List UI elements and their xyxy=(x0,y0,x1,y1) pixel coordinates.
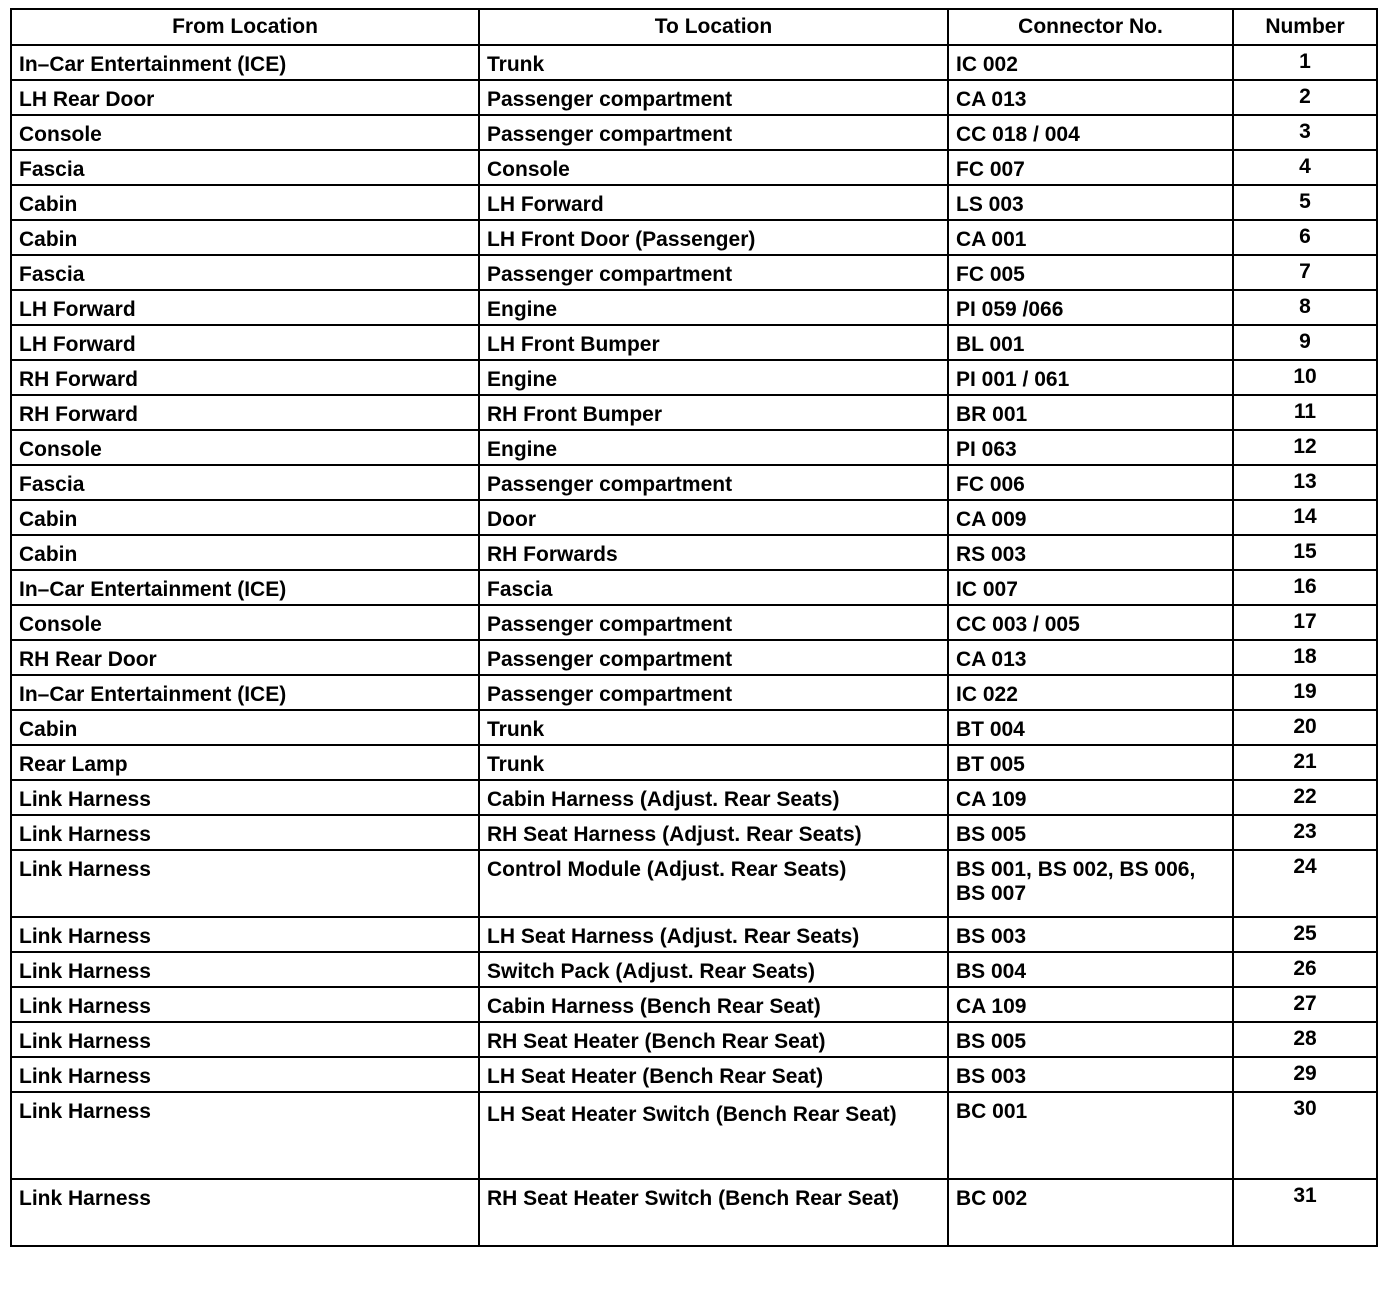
to-location-cell: Door xyxy=(479,500,948,535)
from-location-cell: Link Harness xyxy=(11,815,479,850)
from-location-cell: Rear Lamp xyxy=(11,745,479,780)
number-cell: 15 xyxy=(1233,535,1377,570)
table-body xyxy=(11,45,1377,1246)
table-row xyxy=(11,1092,1377,1179)
connector-no-cell: CA 109 xyxy=(948,987,1233,1022)
number-cell: 8 xyxy=(1233,290,1377,325)
number-cell: 4 xyxy=(1233,150,1377,185)
connector-no-cell: CA 013 xyxy=(948,640,1233,675)
number-cell: 28 xyxy=(1233,1022,1377,1057)
number-cell: 2 xyxy=(1233,80,1377,115)
number-cell: 22 xyxy=(1233,780,1377,815)
table-row xyxy=(11,500,1377,535)
table-row xyxy=(11,952,1377,987)
to-location-cell: Passenger compartment xyxy=(479,605,948,640)
table-row xyxy=(11,675,1377,710)
to-location-cell: LH Seat Heater Switch (Bench Rear Seat) xyxy=(479,1092,948,1179)
header-from-location: From Location xyxy=(11,9,479,45)
connector-no-cell: CA 013 xyxy=(948,80,1233,115)
number-cell: 3 xyxy=(1233,115,1377,150)
table-row xyxy=(11,325,1377,360)
connector-no-cell: IC 007 xyxy=(948,570,1233,605)
from-location-cell: In–Car Entertainment (ICE) xyxy=(11,675,479,710)
to-location-cell: LH Seat Harness (Adjust. Rear Seats) xyxy=(479,917,948,952)
table-row xyxy=(11,45,1377,80)
from-location-cell: LH Forward xyxy=(11,325,479,360)
connector-no-cell: IC 002 xyxy=(948,45,1233,80)
from-location-cell: LH Rear Door xyxy=(11,80,479,115)
number-cell: 18 xyxy=(1233,640,1377,675)
table-row xyxy=(11,535,1377,570)
table-row xyxy=(11,570,1377,605)
table-row xyxy=(11,605,1377,640)
connector-no-cell: CA 109 xyxy=(948,780,1233,815)
table-row xyxy=(11,640,1377,675)
number-cell: 14 xyxy=(1233,500,1377,535)
connector-no-cell: BS 003 xyxy=(948,1057,1233,1092)
from-location-cell: Link Harness xyxy=(11,780,479,815)
from-location-cell: LH Forward xyxy=(11,290,479,325)
from-location-cell: Console xyxy=(11,605,479,640)
table-row xyxy=(11,80,1377,115)
number-cell: 24 xyxy=(1233,850,1377,917)
connector-no-cell: CA 009 xyxy=(948,500,1233,535)
header-number: Number xyxy=(1233,9,1377,45)
connector-no-cell: BS 005 xyxy=(948,815,1233,850)
number-cell: 27 xyxy=(1233,987,1377,1022)
number-cell: 7 xyxy=(1233,255,1377,290)
from-location-cell: Link Harness xyxy=(11,1057,479,1092)
number-cell: 20 xyxy=(1233,710,1377,745)
number-cell: 5 xyxy=(1233,185,1377,220)
table-row xyxy=(11,1179,1377,1246)
to-location-cell: Fascia xyxy=(479,570,948,605)
from-location-cell: Link Harness xyxy=(11,952,479,987)
number-cell: 10 xyxy=(1233,360,1377,395)
from-location-cell: RH Forward xyxy=(11,395,479,430)
table-row xyxy=(11,220,1377,255)
number-cell: 6 xyxy=(1233,220,1377,255)
number-cell: 23 xyxy=(1233,815,1377,850)
from-location-cell: Cabin xyxy=(11,185,479,220)
from-location-cell: Fascia xyxy=(11,255,479,290)
to-location-cell: Trunk xyxy=(479,45,948,80)
to-location-cell: Trunk xyxy=(479,745,948,780)
from-location-cell: Link Harness xyxy=(11,1179,479,1246)
from-location-cell: Cabin xyxy=(11,500,479,535)
connector-no-cell: FC 006 xyxy=(948,465,1233,500)
number-cell: 9 xyxy=(1233,325,1377,360)
table-row xyxy=(11,465,1377,500)
connector-no-cell: PI 063 xyxy=(948,430,1233,465)
number-cell: 1 xyxy=(1233,45,1377,80)
connector-no-cell: CA 001 xyxy=(948,220,1233,255)
to-location-cell: Cabin Harness (Bench Rear Seat) xyxy=(479,987,948,1022)
header-connector-no: Connector No. xyxy=(948,9,1233,45)
number-cell: 16 xyxy=(1233,570,1377,605)
table-row xyxy=(11,360,1377,395)
from-location-cell: Cabin xyxy=(11,710,479,745)
connector-no-cell: BS 001, BS 002, BS 006, BS 007 xyxy=(948,850,1233,917)
connector-no-cell: BC 002 xyxy=(948,1179,1233,1246)
to-location-cell: RH Seat Harness (Adjust. Rear Seats) xyxy=(479,815,948,850)
connector-no-cell: FC 005 xyxy=(948,255,1233,290)
number-cell: 26 xyxy=(1233,952,1377,987)
to-location-cell: RH Seat Heater Switch (Bench Rear Seat) xyxy=(479,1179,948,1246)
to-location-cell: Cabin Harness (Adjust. Rear Seats) xyxy=(479,780,948,815)
connector-no-cell: IC 022 xyxy=(948,675,1233,710)
connector-no-cell: RS 003 xyxy=(948,535,1233,570)
from-location-cell: Link Harness xyxy=(11,917,479,952)
to-location-cell: Engine xyxy=(479,360,948,395)
to-location-cell: Passenger compartment xyxy=(479,255,948,290)
to-location-cell: Passenger compartment xyxy=(479,640,948,675)
connector-no-cell: PI 001 / 061 xyxy=(948,360,1233,395)
connector-no-cell: BR 001 xyxy=(948,395,1233,430)
to-location-cell: Control Module (Adjust. Rear Seats) xyxy=(479,850,948,917)
header-row xyxy=(11,9,1377,45)
number-cell: 11 xyxy=(1233,395,1377,430)
number-cell: 29 xyxy=(1233,1057,1377,1092)
to-location-cell: Console xyxy=(479,150,948,185)
to-location-cell: Passenger compartment xyxy=(479,115,948,150)
from-location-cell: In–Car Entertainment (ICE) xyxy=(11,45,479,80)
from-location-cell: Link Harness xyxy=(11,1092,479,1179)
from-location-cell: RH Rear Door xyxy=(11,640,479,675)
to-location-cell: RH Forwards xyxy=(479,535,948,570)
number-cell: 17 xyxy=(1233,605,1377,640)
number-cell: 25 xyxy=(1233,917,1377,952)
header-to-location: To Location xyxy=(479,9,948,45)
number-cell: 31 xyxy=(1233,1179,1377,1246)
from-location-cell: RH Forward xyxy=(11,360,479,395)
from-location-cell: Cabin xyxy=(11,220,479,255)
to-location-cell: Passenger compartment xyxy=(479,465,948,500)
number-cell: 21 xyxy=(1233,745,1377,780)
number-cell: 30 xyxy=(1233,1092,1377,1179)
table-row xyxy=(11,1022,1377,1057)
number-cell: 19 xyxy=(1233,675,1377,710)
connector-no-cell: BL 001 xyxy=(948,325,1233,360)
connector-no-cell: BT 005 xyxy=(948,745,1233,780)
connector-no-cell: BC 001 xyxy=(948,1092,1233,1179)
table-row xyxy=(11,917,1377,952)
table-row xyxy=(11,395,1377,430)
from-location-cell: Link Harness xyxy=(11,1022,479,1057)
table-row xyxy=(11,780,1377,815)
connector-no-cell: BS 003 xyxy=(948,917,1233,952)
to-location-cell: RH Front Bumper xyxy=(479,395,948,430)
to-location-cell: RH Seat Heater (Bench Rear Seat) xyxy=(479,1022,948,1057)
to-location-cell: Trunk xyxy=(479,710,948,745)
from-location-cell: Cabin xyxy=(11,535,479,570)
table-row xyxy=(11,430,1377,465)
connector-no-cell: CC 018 / 004 xyxy=(948,115,1233,150)
table-row xyxy=(11,255,1377,290)
from-location-cell: Link Harness xyxy=(11,850,479,917)
from-location-cell: Fascia xyxy=(11,150,479,185)
table-row xyxy=(11,987,1377,1022)
connector-no-cell: LS 003 xyxy=(948,185,1233,220)
connector-no-cell: BT 004 xyxy=(948,710,1233,745)
table-row xyxy=(11,115,1377,150)
to-location-cell: Switch Pack (Adjust. Rear Seats) xyxy=(479,952,948,987)
to-location-cell: LH Seat Heater (Bench Rear Seat) xyxy=(479,1057,948,1092)
connector-no-cell: PI 059 /066 xyxy=(948,290,1233,325)
to-location-cell: Passenger compartment xyxy=(479,80,948,115)
table-row xyxy=(11,710,1377,745)
to-location-cell: Passenger compartment xyxy=(479,675,948,710)
table-row xyxy=(11,1057,1377,1092)
number-cell: 13 xyxy=(1233,465,1377,500)
table-row xyxy=(11,290,1377,325)
connector-no-cell: BS 005 xyxy=(948,1022,1233,1057)
to-location-cell: LH Forward xyxy=(479,185,948,220)
number-cell: 12 xyxy=(1233,430,1377,465)
from-location-cell: Link Harness xyxy=(11,987,479,1022)
to-location-cell: LH Front Bumper xyxy=(479,325,948,360)
table-row xyxy=(11,850,1377,917)
table-row xyxy=(11,745,1377,780)
to-location-cell: LH Front Door (Passenger) xyxy=(479,220,948,255)
to-location-cell: Engine xyxy=(479,290,948,325)
from-location-cell: In–Car Entertainment (ICE) xyxy=(11,570,479,605)
from-location-cell: Fascia xyxy=(11,465,479,500)
connector-no-cell: FC 007 xyxy=(948,150,1233,185)
from-location-cell: Console xyxy=(11,430,479,465)
from-location-cell: Console xyxy=(11,115,479,150)
table-row xyxy=(11,185,1377,220)
connector-no-cell: BS 004 xyxy=(948,952,1233,987)
table-row xyxy=(11,150,1377,185)
connector-table xyxy=(10,8,1378,1247)
table-row xyxy=(11,815,1377,850)
to-location-cell: Engine xyxy=(479,430,948,465)
connector-no-cell: CC 003 / 005 xyxy=(948,605,1233,640)
